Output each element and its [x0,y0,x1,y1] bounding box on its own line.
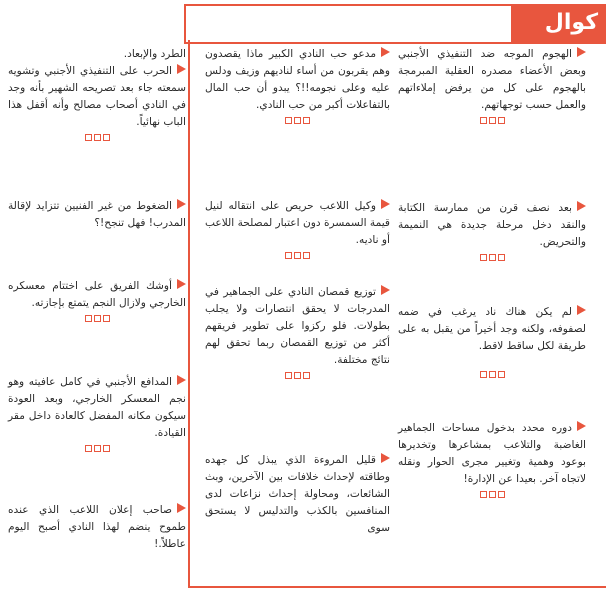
news-item-continuation [8,46,186,63]
square-icon [294,372,301,379]
square-icon [94,134,101,141]
triangle-bullet-icon [577,421,586,431]
triangle-bullet-icon [381,285,390,295]
separator [398,489,586,501]
news-item [398,46,586,127]
separator [8,443,186,455]
header [0,0,606,40]
square-icon [480,117,487,124]
triangle-bullet-icon [381,453,390,463]
news-item-text: أوشك الفريق على اختتام معسكره الخارجي ولازال النجم يتمتع بإجازته. [8,280,186,309]
triangle-bullet-icon [177,503,186,513]
news-item-text: دوره محدد بدخول مساحات الجماهير الغاضبة والتلاعب بمشاعرها وتخديرها بوعود وهمية وتغيير مجرى الحوار ونقله لاتجاه آخر. بعيدا عن الإدارة! [398,422,586,485]
triangle-bullet-icon [177,199,186,209]
news-item [398,304,586,381]
news-item [8,278,186,325]
square-icon [480,254,487,261]
news-item-text: وكيل اللاعب حريص على انتقاله لنيل قيمة السمسرة دون اعتبار لمصلحة اللاعب أو ناديه. [205,200,390,246]
news-item [398,420,586,501]
news-item-text: توزيع قمصان النادي على الجماهير في المدرجات لا يحقق انتصارات ولا يجلب بطولات. فلو ركزوا على تطوير فريقهم أكثر من توزيع القمصان ربما تحقق لهم نتائج مختلفة. [205,286,390,366]
triangle-bullet-icon [577,47,586,57]
separator [8,132,186,144]
news-item-text: الضغوط من غير الفنيين تتزايد لإقالة المدرب! فهل تنجح!؟ [8,200,186,229]
square-icon [303,117,310,124]
square-icon [103,445,110,452]
square-icon [294,117,301,124]
square-icon [85,134,92,141]
news-item-text: المدافع الأجنبي في كامل عافيته وهو نجم المعسكر الخارجي، وبعد العودة سيكون مكانه المفضل كالعادة داخل مقر القيادة. [8,376,186,439]
triangle-bullet-icon [577,305,586,315]
square-icon [489,117,496,124]
square-icon [85,315,92,322]
square-icon [94,315,101,322]
news-item-text: الطرد والإبعاد. [123,48,186,60]
square-icon [480,371,487,378]
news-item [205,46,390,127]
news-item-text: بعد نصف قرن من ممارسة الكتابة والنقد دخل مرحلة جديدة هي النميمة والتحريض. [398,202,586,248]
square-icon [489,491,496,498]
news-item-text: صاحب إعلان اللاعب الذي عنده طموح ينضم لهذا النادي أصبح اليوم عاطلاً.! [8,504,186,550]
square-icon [480,491,487,498]
separator [398,252,586,264]
news-item-text: لم يكن هناك ناد يرغب في ضمه لصفوفه، ولكنه وجد أخيراً من يقبل به على طريقة لكل ساقط لاقط. [398,306,586,352]
triangle-bullet-icon [177,375,186,385]
square-icon [285,252,292,259]
news-item [205,198,390,262]
square-icon [489,371,496,378]
news-item-text: مدعو حب النادي الكبير ماذا يقصدون وهم يقربون من أساء لناديهم وزيف ودلس عليه وعلى نجومه!!؟ يبدو أن حب المال بالتفاعلات أكبر من حب النادي. [205,48,390,111]
square-icon [498,371,505,378]
square-icon [498,117,505,124]
news-item-text: قليل المروءة الذي يبذل كل جهده وطاقته لإحداث خلافات بين الآخرين، وبث الشائعات، ومحاولة إحداث نزاعات لدى المنافسين بالكذب والتدليس لا يستحق سوى [205,454,390,534]
news-item [205,452,390,537]
column-title: كوال [511,4,606,42]
news-item [205,284,390,382]
square-icon [285,372,292,379]
separator [205,115,390,127]
news-item-text: الحرب على التنفيذي الأجنبي وتشويه سمعته جاء بعد تصريحه الشهير بأنه وجد في النادي أصحاب مصالح وأنه أقفل هذا الباب نهائياً. [8,65,186,128]
square-icon [103,134,110,141]
square-icon [94,445,101,452]
square-icon [498,491,505,498]
news-item [8,374,186,455]
news-item [8,502,186,553]
square-icon [285,117,292,124]
triangle-bullet-icon [577,201,586,211]
triangle-bullet-icon [381,47,390,57]
triangle-bullet-icon [381,199,390,209]
square-icon [498,254,505,261]
separator [8,313,186,325]
news-item [398,200,586,264]
news-item [8,198,186,232]
square-icon [303,252,310,259]
separator [205,250,390,262]
square-icon [303,372,310,379]
separator [398,369,586,381]
separator [205,370,390,382]
square-icon [489,254,496,261]
square-icon [294,252,301,259]
separator [398,115,586,127]
news-item-text: الهجوم الموجه ضد التنفيذي الأجنبي وبعض الأعضاء مصدره العقلية المبرمجة بالهجوم على كل من يرفض إملاءاتهم والعمل حسب توجهاتهم. [398,48,586,111]
triangle-bullet-icon [177,279,186,289]
news-item [8,63,186,144]
square-icon [85,445,92,452]
triangle-bullet-icon [177,64,186,74]
square-icon [103,315,110,322]
